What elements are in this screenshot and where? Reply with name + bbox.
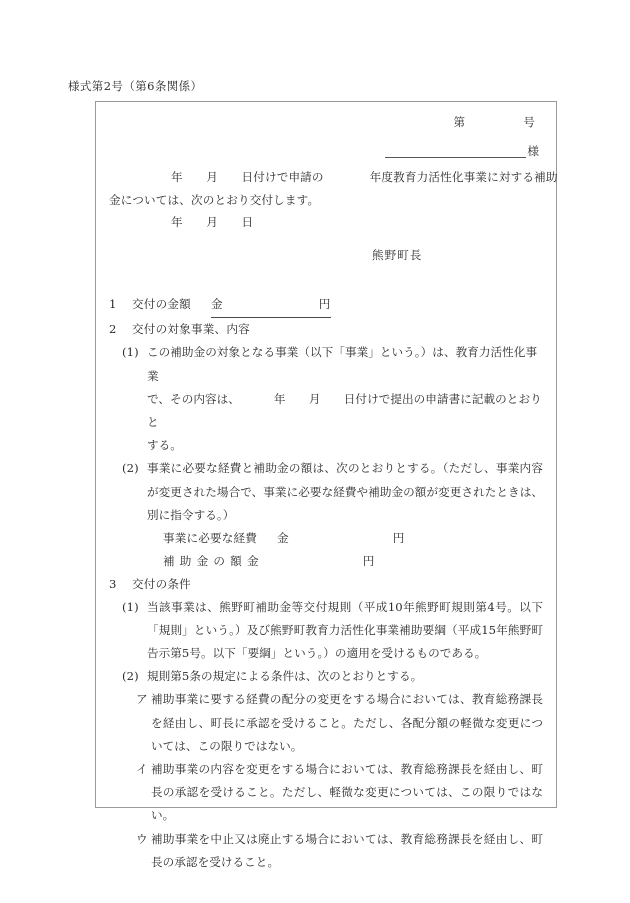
issuer-name: 熊野町長: [372, 247, 423, 262]
expense-row-subsidy-amount-currency-mark: 金: [246, 553, 259, 568]
section-3-subitem-a: [109, 688, 543, 758]
expense-row-project-cost: [109, 527, 543, 550]
section-2-item-1-text-d: する。: [147, 438, 182, 453]
section-1-number: 1: [109, 297, 117, 312]
section-2-number: 2: [109, 322, 117, 337]
document-frame: [95, 101, 558, 869]
section-2-item-2: [109, 457, 543, 527]
addressee-row: [109, 134, 543, 158]
section-2-item-1-text-a: この補助金の対象となる事業（以下「事業」という。）は、教育力活性化事業: [147, 345, 538, 383]
section-2-item-1-body: [147, 341, 543, 457]
section-3-item-2: [109, 665, 543, 688]
section-3-subitem-i: [109, 758, 543, 828]
expense-row-project-cost-label: 事業に必要な経費: [163, 531, 257, 545]
addressee-input-rule[interactable]: [385, 143, 526, 158]
section-3-item-1: [109, 596, 543, 666]
document-number-suffix: 号: [523, 115, 535, 129]
issue-date: 年 月 日: [171, 215, 254, 230]
section-2-item-2-body: 事業に必要な経費と補助金の額は、次のとおりとする。（ただし、事業内容が変更された場合で、事業に必要な経費や補助金の額が変更されたときは、別に指令する。）: [147, 461, 543, 522]
document-number-prefix: 第: [453, 115, 466, 129]
section-3-subitem-a-marker: ア: [136, 692, 148, 707]
grant-amount-unit: 円: [318, 297, 331, 312]
section-3-subitem-a-body: 補助事業に要する経費の配分の変更をする場合においては、教育総務課長を経由し、町長に承認を受けること。ただし、各配分額の軽微な変更については、この限りではない。: [151, 692, 543, 753]
intro-fiscal-year-text: 年度教育力活性化事業に対する補助: [369, 170, 558, 184]
section-target-project: [109, 318, 543, 572]
expense-row-project-cost-currency-mark: 金: [276, 531, 289, 545]
section-3-title: 交付の条件: [132, 576, 191, 591]
intro-line-1: [109, 166, 558, 189]
section-3-item-1-marker: (1): [122, 599, 139, 614]
grant-amount-field[interactable]: [211, 293, 331, 318]
addressee-honorific: 様: [527, 144, 539, 158]
section-2-heading: [109, 318, 543, 341]
intro-paragraph: [109, 166, 558, 211]
section-2-item-1-text-c: 年 月 日付けで提出の申請書に記載のとおりと: [147, 391, 542, 429]
issue-date-line: [109, 211, 543, 234]
section-1-heading: [109, 293, 543, 318]
grant-amount-currency-mark: 金: [210, 297, 223, 312]
expense-row-subsidy-amount-unit: 円: [362, 553, 375, 568]
section-2-item-1: [109, 341, 543, 457]
document-number-row: [109, 111, 543, 133]
expense-row-project-cost-unit: 円: [392, 531, 405, 545]
section-3-heading: [109, 573, 543, 596]
section-3-item-2-marker: (2): [122, 669, 139, 684]
section-3-item-2-body: 規則第5条の規定による条件は、次のとおりとする。: [147, 669, 423, 684]
section-grant-conditions: [109, 573, 543, 874]
section-3-subitem-u-marker: ウ: [136, 831, 148, 846]
section-3-subitem-u: [109, 828, 543, 874]
form-number-heading: 様式第2号（第6条関係）: [68, 79, 203, 93]
section-2-item-1-marker: (1): [122, 345, 139, 360]
section-2-item-2-marker: (2): [122, 461, 139, 476]
section-3-subitem-i-marker: イ: [136, 762, 148, 777]
section-3-item-1-body: 当該事業は、熊野町補助金等交付規則（平成10年熊野町規則第4号。以下「規則」という。）及び熊野町教育力活性化事業補助要綱（平成15年熊野町告示第5号。以下「要綱」という。）の適用を受けるものである。: [147, 599, 543, 660]
intro-line-2: 金については、次のとおり交付します。: [109, 192, 320, 207]
section-2-title: 交付の対象事業、内容: [132, 322, 250, 337]
intro-application-date: 年 月 日付けで申請の: [171, 170, 324, 184]
section-1-title: 交付の金額: [132, 297, 191, 312]
section-2-item-1-text-b: で、その内容は、: [147, 391, 240, 406]
expense-row-subsidy-amount: [109, 550, 543, 573]
section-3-subitem-i-body: 補助事業の内容を変更をする場合においては、教育総務課長を経由し、町長の承認を受けること。ただし、軽微な変更については、この限りではない。: [151, 762, 543, 823]
section-3-number: 3: [109, 576, 117, 591]
section-3-subitem-u-body: 補助事業を中止又は廃止する場合においては、教育総務課長を経由し、町長の承認を受けること。: [151, 831, 543, 869]
section-grant-amount: [109, 293, 543, 318]
expense-row-subsidy-amount-label: 補助金の額: [163, 553, 247, 568]
